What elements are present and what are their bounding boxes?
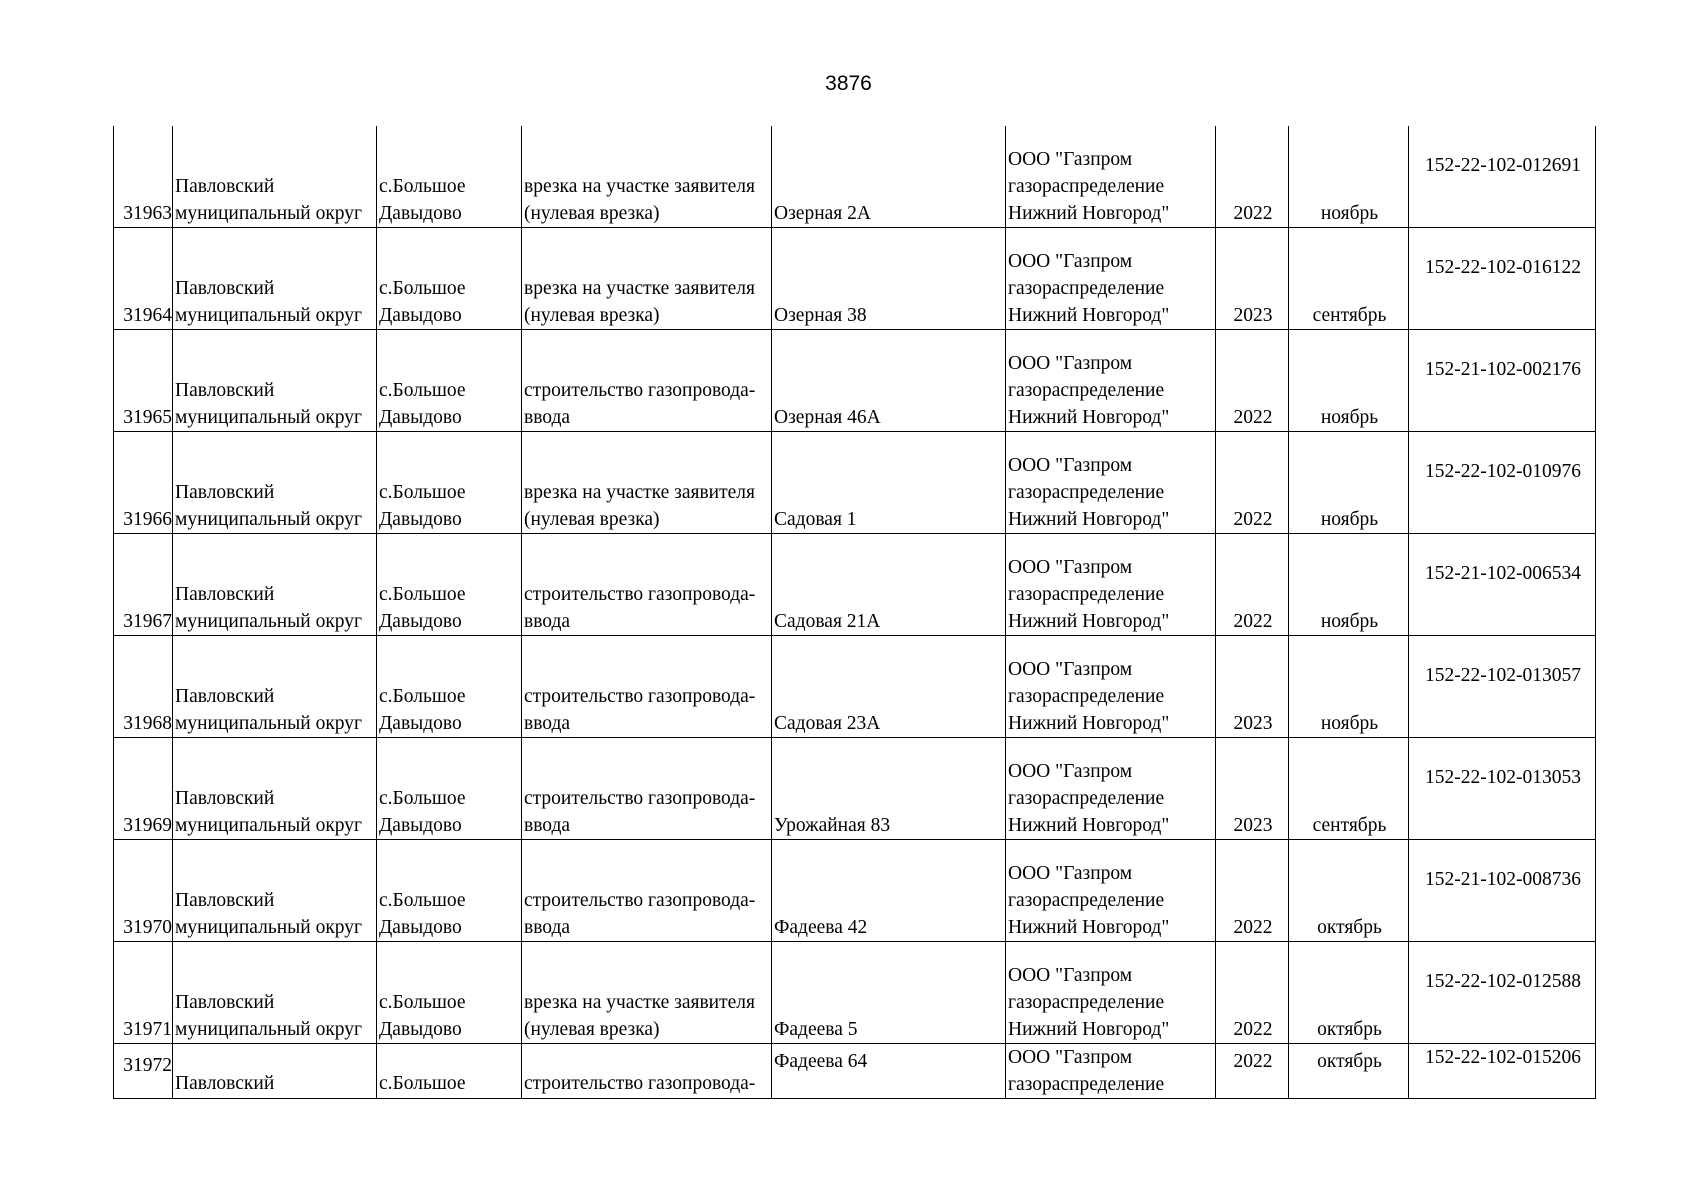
work-type-line: (нулевая врезка)	[524, 203, 660, 224]
year-cell	[1216, 228, 1289, 330]
work-type-line: врезка на участке заявителя	[524, 482, 755, 503]
application-code-cell	[1409, 330, 1596, 432]
work-type-line: (нулевая врезка)	[524, 305, 660, 326]
application-code-cell	[1409, 636, 1596, 738]
row-number: 31972	[123, 1055, 172, 1076]
district-line: муниципальный округ	[175, 305, 363, 326]
organization-cell	[1006, 738, 1216, 840]
year-cell	[1216, 636, 1289, 738]
row-number: 31970	[123, 917, 172, 938]
locality-line: с.Большое	[379, 482, 466, 503]
row-number-cell	[114, 738, 173, 840]
month-cell	[1289, 840, 1409, 942]
organization-line: ООО "Газпром	[1008, 353, 1133, 374]
work-type-cell	[522, 840, 772, 942]
district-line: Павловский	[175, 686, 275, 707]
organization-line: газораспределение	[1008, 380, 1165, 401]
row-number: 31966	[123, 509, 172, 530]
locality-cell	[377, 1044, 522, 1099]
organization-line: газораспределение	[1008, 278, 1165, 299]
locality-line: с.Большое	[379, 176, 466, 197]
organization-line: Нижний Новгород"	[1008, 713, 1170, 734]
work-type-line: строительство газопровода-	[524, 380, 756, 401]
month-cell	[1289, 534, 1409, 636]
application-code-cell	[1409, 432, 1596, 534]
row-number: 31963	[123, 203, 172, 224]
locality: с.Большое	[379, 1073, 466, 1094]
address: Садовая 23А	[774, 713, 881, 734]
table-row	[114, 636, 1596, 738]
row-number: 31964	[123, 305, 172, 326]
address-cell	[772, 738, 1006, 840]
address: Садовая 21А	[774, 611, 881, 632]
organization-line: газораспределение	[1008, 1074, 1165, 1095]
application-code-cell	[1409, 228, 1596, 330]
organization-line: ООО "Газпром	[1008, 659, 1133, 680]
month-cell	[1289, 942, 1409, 1044]
district-line: Павловский	[175, 482, 275, 503]
month: ноябрь	[1320, 713, 1379, 734]
address: Урожайная 83	[774, 815, 891, 836]
organization-cell	[1006, 432, 1216, 534]
district-cell	[173, 636, 377, 738]
work-type-line: (нулевая врезка)	[524, 1019, 660, 1040]
district-line: муниципальный округ	[175, 917, 363, 938]
year-cell	[1216, 432, 1289, 534]
application-code-cell	[1409, 738, 1596, 840]
locality-cell	[377, 738, 522, 840]
application-code: 152-21-102-008736	[1425, 869, 1581, 890]
address: Фадеева 42	[774, 917, 868, 938]
locality-cell	[377, 840, 522, 942]
address: Садовая 1	[774, 509, 857, 530]
address-cell	[772, 228, 1006, 330]
year: 2022	[1233, 203, 1273, 224]
address-cell	[772, 1044, 1006, 1099]
organization-line: ООО "Газпром	[1008, 761, 1133, 782]
row-number: 31971	[123, 1019, 172, 1040]
month: октябрь	[1317, 1051, 1382, 1072]
table-row	[114, 942, 1596, 1044]
organization-cell	[1006, 534, 1216, 636]
row-number-cell	[114, 126, 173, 228]
district-line: Павловский	[175, 788, 275, 809]
row-number: 31969	[123, 815, 172, 836]
row-number-cell	[114, 534, 173, 636]
address-cell	[772, 636, 1006, 738]
organization-line: ООО "Газпром	[1008, 863, 1133, 884]
month-cell	[1289, 636, 1409, 738]
year-cell	[1216, 126, 1289, 228]
application-code-cell	[1409, 840, 1596, 942]
organization-cell	[1006, 1044, 1216, 1099]
application-code: 152-21-102-006534	[1425, 563, 1581, 584]
application-code: 152-22-102-015206	[1425, 1047, 1581, 1068]
work-type-line: (нулевая врезка)	[524, 509, 660, 530]
work-type-cell	[522, 636, 772, 738]
month: сентябрь	[1312, 815, 1387, 836]
work-type-cell	[522, 534, 772, 636]
locality-line: Давыдово	[379, 917, 462, 938]
year: 2022	[1233, 611, 1273, 632]
district-cell	[173, 432, 377, 534]
address-cell	[772, 942, 1006, 1044]
year: 2023	[1233, 305, 1273, 326]
work-type-cell	[522, 432, 772, 534]
organization-line: Нижний Новгород"	[1008, 305, 1170, 326]
year: 2022	[1233, 407, 1273, 428]
organization-cell	[1006, 942, 1216, 1044]
address: Озерная 2А	[774, 203, 871, 224]
address-cell	[772, 840, 1006, 942]
address: Фадеева 64	[774, 1051, 868, 1072]
district-line: Павловский	[175, 890, 275, 911]
work-type-cell	[522, 738, 772, 840]
organization-line: Нижний Новгород"	[1008, 611, 1170, 632]
organization-line: газораспределение	[1008, 686, 1165, 707]
year: 2022	[1233, 1051, 1273, 1072]
work-type-line: строительство газопровода-	[524, 686, 756, 707]
row-number-cell	[114, 228, 173, 330]
address-cell	[772, 330, 1006, 432]
locality-line: Давыдово	[379, 407, 462, 428]
page-number: 3876	[825, 72, 872, 95]
application-code: 152-22-102-013057	[1425, 665, 1581, 686]
month-cell	[1289, 126, 1409, 228]
locality-cell	[377, 126, 522, 228]
work-type-line: врезка на участке заявителя	[524, 992, 755, 1013]
district-line: Павловский	[175, 278, 275, 299]
month-cell	[1289, 330, 1409, 432]
organization-line: газораспределение	[1008, 176, 1165, 197]
table-row	[114, 534, 1596, 636]
organization-cell	[1006, 636, 1216, 738]
year-cell	[1216, 1044, 1289, 1099]
table-row	[114, 840, 1596, 942]
organization-line: Нижний Новгород"	[1008, 509, 1170, 530]
locality-line: Давыдово	[379, 1019, 462, 1040]
organization-line: Нижний Новгород"	[1008, 203, 1170, 224]
locality-cell	[377, 228, 522, 330]
district-line: муниципальный округ	[175, 509, 363, 530]
work-type-cell	[522, 942, 772, 1044]
district-cell	[173, 840, 377, 942]
district-cell	[173, 534, 377, 636]
address: Озерная 46А	[774, 407, 881, 428]
application-code: 152-21-102-002176	[1425, 359, 1581, 380]
row-number-cell	[114, 636, 173, 738]
address-cell	[772, 432, 1006, 534]
district-cell	[173, 738, 377, 840]
work-type-line: ввода	[524, 611, 571, 632]
locality-line: с.Большое	[379, 584, 466, 605]
month: ноябрь	[1320, 611, 1379, 632]
month-cell	[1289, 228, 1409, 330]
organization-line: ООО "Газпром	[1008, 557, 1133, 578]
month: сентябрь	[1312, 305, 1387, 326]
application-code: 152-22-102-016122	[1425, 257, 1581, 278]
organization-cell	[1006, 330, 1216, 432]
locality-line: с.Большое	[379, 380, 466, 401]
organization-line: Нижний Новгород"	[1008, 917, 1170, 938]
application-code: 152-22-102-010976	[1425, 461, 1581, 482]
year-cell	[1216, 330, 1289, 432]
table-row	[114, 228, 1596, 330]
row-number: 31968	[123, 713, 172, 734]
locality-line: Давыдово	[379, 305, 462, 326]
work-type-line: врезка на участке заявителя	[524, 176, 755, 197]
table-row	[114, 330, 1596, 432]
locality-line: Давыдово	[379, 611, 462, 632]
locality-line: с.Большое	[379, 890, 466, 911]
organization-line: ООО "Газпром	[1008, 1047, 1133, 1068]
table-row	[114, 1044, 1596, 1099]
application-code-cell	[1409, 126, 1596, 228]
organization-line: газораспределение	[1008, 482, 1165, 503]
district-line: муниципальный округ	[175, 815, 363, 836]
district: Павловский	[175, 1073, 275, 1094]
row-number-cell	[114, 330, 173, 432]
month: ноябрь	[1320, 407, 1379, 428]
organization-line: ООО "Газпром	[1008, 251, 1133, 272]
organization-line: газораспределение	[1008, 584, 1165, 605]
address-cell	[772, 126, 1006, 228]
locality-line: Давыдово	[379, 815, 462, 836]
year-cell	[1216, 942, 1289, 1044]
district-line: муниципальный округ	[175, 1019, 363, 1040]
district-cell	[173, 228, 377, 330]
table-row	[114, 432, 1596, 534]
month: октябрь	[1317, 1019, 1382, 1040]
locality-line: Давыдово	[379, 713, 462, 734]
locality-line: Давыдово	[379, 509, 462, 530]
work-type-line: ввода	[524, 407, 571, 428]
row-number-cell	[114, 1044, 173, 1099]
organization-line: газораспределение	[1008, 890, 1165, 911]
year: 2022	[1233, 509, 1273, 530]
address-cell	[772, 534, 1006, 636]
organization-cell	[1006, 840, 1216, 942]
row-number: 31967	[123, 611, 172, 632]
address: Озерная 38	[774, 305, 867, 326]
locality-line: с.Большое	[379, 788, 466, 809]
work-type-cell	[522, 330, 772, 432]
organization-line: Нижний Новгород"	[1008, 407, 1170, 428]
application-code: 152-22-102-012588	[1425, 971, 1581, 992]
month: ноябрь	[1320, 509, 1379, 530]
year: 2022	[1233, 1019, 1273, 1040]
month-cell	[1289, 1044, 1409, 1099]
district-line: Павловский	[175, 176, 275, 197]
month-cell	[1289, 432, 1409, 534]
locality-line: Давыдово	[379, 203, 462, 224]
year: 2022	[1233, 917, 1273, 938]
locality-cell	[377, 942, 522, 1044]
locality-line: с.Большое	[379, 686, 466, 707]
locality-cell	[377, 534, 522, 636]
district-line: Павловский	[175, 992, 275, 1013]
district-cell	[173, 942, 377, 1044]
address: Фадеева 5	[774, 1019, 858, 1040]
work-type-line: строительство газопровода-	[524, 890, 756, 911]
locality-cell	[377, 636, 522, 738]
year-cell	[1216, 840, 1289, 942]
district-cell	[173, 126, 377, 228]
locality-cell	[377, 432, 522, 534]
organization-line: Нижний Новгород"	[1008, 815, 1170, 836]
month: ноябрь	[1320, 203, 1379, 224]
work-type-line: строительство газопровода-	[524, 584, 756, 605]
year-cell	[1216, 738, 1289, 840]
month-cell	[1289, 738, 1409, 840]
organization-line: газораспределение	[1008, 788, 1165, 809]
table-row	[114, 126, 1596, 228]
district-cell	[173, 330, 377, 432]
work-type-cell	[522, 1044, 772, 1099]
organization-line: Нижний Новгород"	[1008, 1019, 1170, 1040]
locality-line: с.Большое	[379, 992, 466, 1013]
work-type-cell	[522, 126, 772, 228]
district-line: Павловский	[175, 380, 275, 401]
row-number-cell	[114, 840, 173, 942]
row-number: 31965	[123, 407, 172, 428]
application-code-cell	[1409, 942, 1596, 1044]
organization-line: газораспределение	[1008, 992, 1165, 1013]
work-type-line: ввода	[524, 917, 571, 938]
district-line: муниципальный округ	[175, 203, 363, 224]
district-line: муниципальный округ	[175, 611, 363, 632]
work-type: строительство газопровода-	[524, 1073, 756, 1094]
row-number-cell	[114, 432, 173, 534]
organization-cell	[1006, 126, 1216, 228]
district-line: муниципальный округ	[175, 407, 363, 428]
application-code: 152-22-102-013053	[1425, 767, 1581, 788]
work-type-line: врезка на участке заявителя	[524, 278, 755, 299]
application-code: 152-22-102-012691	[1425, 155, 1581, 176]
organization-line: ООО "Газпром	[1008, 149, 1133, 170]
year: 2023	[1233, 713, 1273, 734]
organization-line: ООО "Газпром	[1008, 965, 1133, 986]
district-line: Павловский	[175, 584, 275, 605]
gasification-table	[113, 126, 1596, 1099]
organization-cell	[1006, 228, 1216, 330]
year: 2023	[1233, 815, 1273, 836]
year-cell	[1216, 534, 1289, 636]
application-code-cell	[1409, 534, 1596, 636]
work-type-line: ввода	[524, 713, 571, 734]
district-cell	[173, 1044, 377, 1099]
locality-line: с.Большое	[379, 278, 466, 299]
work-type-line: ввода	[524, 815, 571, 836]
work-type-cell	[522, 228, 772, 330]
application-code-cell	[1409, 1044, 1596, 1099]
locality-cell	[377, 330, 522, 432]
table-row	[114, 738, 1596, 840]
row-number-cell	[114, 942, 173, 1044]
district-line: муниципальный округ	[175, 713, 363, 734]
month: октябрь	[1317, 917, 1382, 938]
work-type-line: строительство газопровода-	[524, 788, 756, 809]
organization-line: ООО "Газпром	[1008, 455, 1133, 476]
